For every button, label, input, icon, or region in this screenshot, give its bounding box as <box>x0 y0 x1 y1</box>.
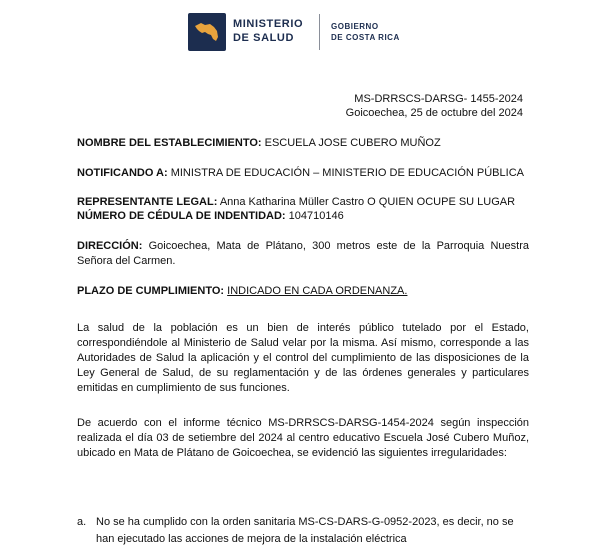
ministry-line-2: DE SALUD <box>233 32 295 44</box>
legal-rep-field <box>77 196 515 209</box>
ministry-logo <box>188 13 226 51</box>
notifying-label: NOTIFICANDO A: <box>77 167 168 179</box>
establishment-field <box>77 137 441 150</box>
address-field <box>77 239 529 269</box>
deadline-value: INDICADO EN CADA ORDENANZA. <box>227 285 408 297</box>
deadline-label: PLAZO DE CUMPLIMIENTO: <box>77 285 225 297</box>
reference-code: MS-DRRSCS-DARSG- 1455-2024 <box>354 93 523 105</box>
list-item-text: No se ha cumplido con la orden sanitaria MS-CS-DARS-G-0952-2023, es decir, no se han ejecutado las acciones de mejora de la instalación eléctrica <box>96 516 514 545</box>
government-name <box>331 21 400 43</box>
deadline-field <box>77 285 407 298</box>
id-label: NÚMERO DE CÉDULA DE INDENTIDAD: <box>77 210 286 222</box>
costa-rica-map-icon <box>192 17 222 47</box>
legal-rep-value: Anna Katharina Müller Castro O QUIEN OCUPE SU LUGAR <box>219 196 516 208</box>
ministry-line-1: MINISTERIO <box>233 18 304 30</box>
id-field <box>77 210 344 223</box>
gov-line-2: DE COSTA RICA <box>331 33 400 42</box>
paragraph-technical-report: De acuerdo con el informe técnico MS-DRRSCS-DARSG-1454-2024 según inspección realizada el día 03 de setiembre del 2024 al centro educativo Escuela José Cubero Muñoz, ubicado en Mata de Plátano de Goicoechea, se evidenció las siguientes irregularidades: <box>77 417 529 459</box>
notifying-field <box>77 167 524 180</box>
gov-line-1: GOBIERNO <box>331 22 379 31</box>
address-label: DIRECCIÓN: <box>77 240 143 252</box>
ministry-name <box>233 17 303 45</box>
list-item <box>77 514 529 548</box>
list-item-letter: a. <box>77 516 87 528</box>
paragraph-public-health: La salud de la población es un bien de interés público tutelado por el Estado, correspondiéndole al Ministerio de Salud velar por la misma. Así mismo, corresponde a las Autoridades de Salud la aplicación y el control del cumplimiento de las disposiciones de la Ley General de Salud, de su reglamentación y de las órdenes generales y particulares emitidas en cumplimiento de sus funciones. <box>77 322 529 394</box>
document-reference <box>346 92 523 120</box>
establishment-label: NOMBRE DEL ESTABLECIMIENTO: <box>77 137 262 149</box>
address-value: Goicoechea, Mata de Plátano, 300 metros este de la Parroquia Nuestra Señora del Carmen. <box>77 240 529 267</box>
establishment-value: ESCUELA JOSE CUBERO MUÑOZ <box>264 137 441 149</box>
id-value: 104710146 <box>288 210 344 222</box>
notifying-value: MINISTRA DE EDUCACIÓN – MINISTERIO DE EDUCACIÓN PÚBLICA <box>170 167 524 179</box>
legal-rep-label: REPRESENTANTE LEGAL: <box>77 196 218 208</box>
header-divider <box>319 14 320 50</box>
page-header <box>188 13 428 51</box>
place-date: Goicoechea, 25 de octubre del 2024 <box>345 107 523 119</box>
